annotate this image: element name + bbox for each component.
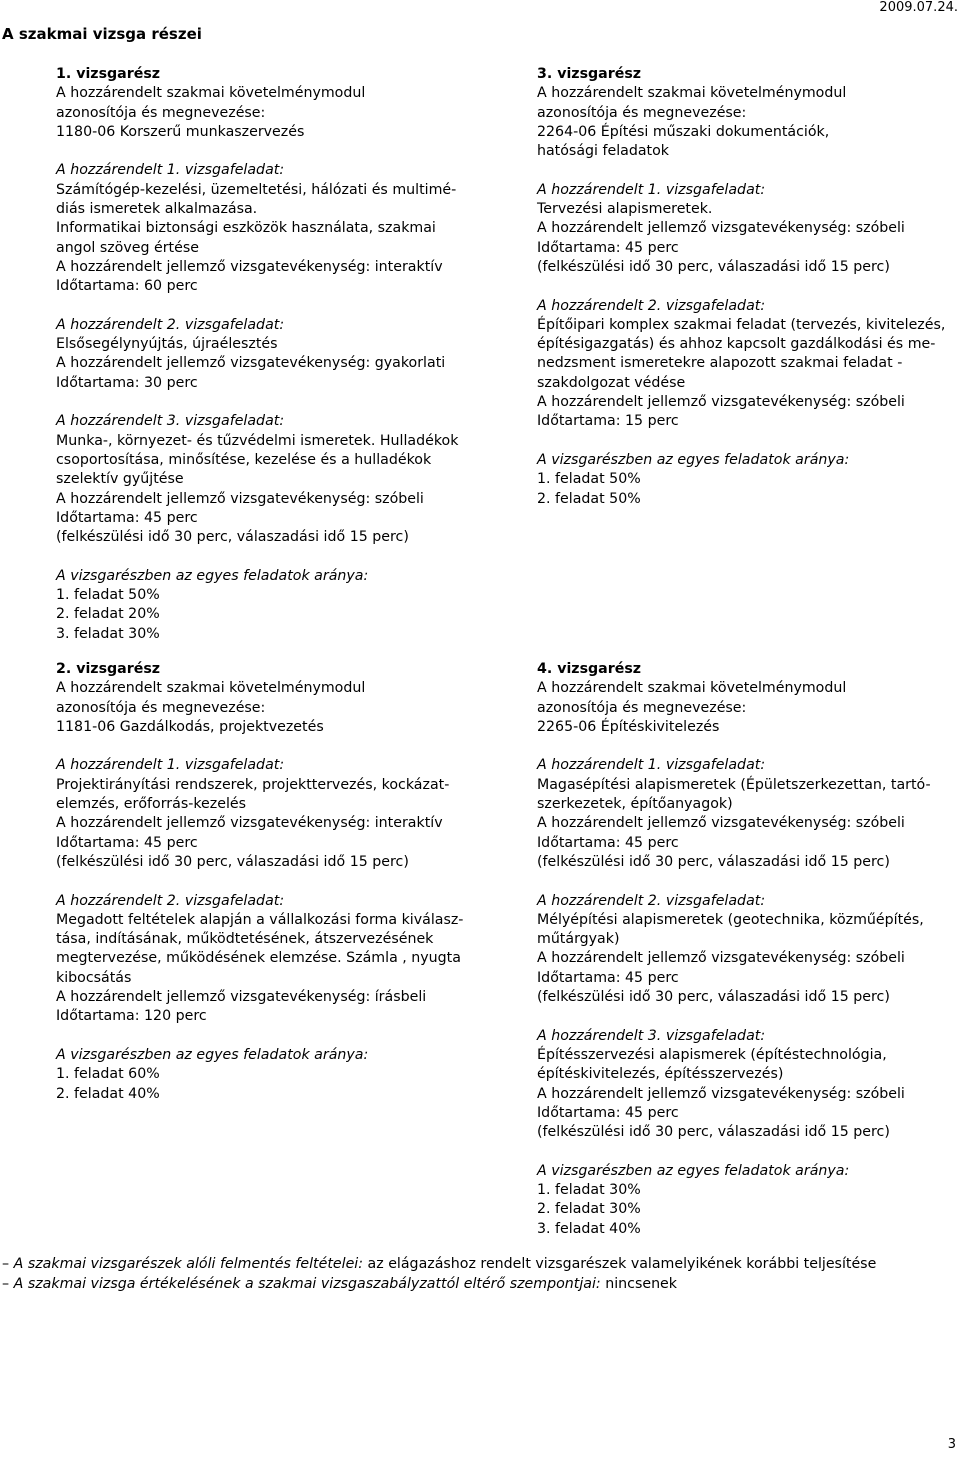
part1-task1-label: A hozzárendelt 1. vizsgafeladat: — [56, 162, 285, 179]
part4-line: A hozzárendelt szakmai követelménymodul — [537, 680, 847, 697]
part1-task3-line: szelektív gyűjtése — [56, 471, 184, 488]
part4-task3-line: Építésszervezési alapismerek (építéstechnológia, — [537, 1046, 887, 1063]
part2-task2-line: Megadott feltételek alapján a vállalkozási forma kiválasz- — [56, 911, 464, 928]
part4-task1-line: szerkezetek, építőanyagok) — [537, 796, 733, 813]
part4-task3-line: építéskivitelezés, építésszervezés) — [537, 1066, 784, 1083]
part3-task1-line: Tervezési alapismeretek. — [537, 201, 713, 218]
footer-notes — [2, 1254, 876, 1294]
part4-task3-line: (felkészülési idő 30 perc, válaszadási idő 15 perc) — [537, 1124, 890, 1141]
part4-task3-line: Időtartama: 45 perc — [537, 1104, 679, 1121]
header-date: 2009.07.24. — [879, 0, 958, 15]
footer-note-label: A szakmai vizsgarészek alóli felmentés feltételei: — [13, 1256, 364, 1272]
footer-dash: – — [2, 1256, 10, 1272]
part3-task2-line: Építőipari komplex szakmai feladat (tervezés, kivitelezés, — [537, 316, 946, 333]
part1-task2-line: Időtartama: 30 perc — [56, 374, 198, 391]
part1-task1-line: angol szöveg értése — [56, 239, 199, 256]
part1-title: 1. vizsgarész — [56, 66, 161, 82]
part4-task1-line: Magasépítési alapismeretek (Épületszerkezettan, tartó- — [537, 776, 931, 793]
part3-ratio-item: 2. feladat 50% — [537, 490, 641, 507]
part4-task2-line: (felkészülési idő 30 perc, válaszadási idő 15 perc) — [537, 989, 890, 1006]
footer-note — [2, 1274, 876, 1294]
part1-task3-line: Időtartama: 45 perc — [56, 509, 198, 526]
part3-task1-line: A hozzárendelt jellemző vizsgatevékenység: szóbeli — [537, 220, 905, 237]
footer-note-value: nincsenek — [605, 1276, 678, 1292]
part2-task1-line: Időtartama: 45 perc — [56, 834, 198, 851]
footer-dash: – — [2, 1276, 10, 1292]
part2-ratio-label: A vizsgarészben az egyes feladatok aránya: — [56, 1046, 369, 1063]
part3-ratio-item: 1. feladat 50% — [537, 471, 641, 488]
footer-note-value: az elágazáshoz rendelt vizsgarészek valamelyikének korábbi teljesítése — [367, 1256, 877, 1272]
part1-section — [56, 65, 458, 644]
part1-line: azonosítója és megnevezése: — [56, 104, 266, 121]
part1-task2-line: A hozzárendelt jellemző vizsgatevékenység: gyakorlati — [56, 355, 446, 372]
part2-task2-label: A hozzárendelt 2. vizsgafeladat: — [56, 892, 285, 909]
part2-task1-line: Projektirányítási rendszerek, projekttervezés, kockázat- — [56, 776, 450, 793]
part3-line: A hozzárendelt szakmai követelménymodul — [537, 85, 847, 102]
part1-ratio-item: 1. feladat 50% — [56, 587, 160, 604]
part4-section — [537, 660, 931, 1239]
part2-line: A hozzárendelt szakmai követelménymodul — [56, 680, 366, 697]
part3-section — [537, 65, 945, 509]
page-number: 3 — [947, 1437, 956, 1452]
part3-task2-label: A hozzárendelt 2. vizsgafeladat: — [537, 297, 766, 314]
part3-ratio-label: A vizsgarészben az egyes feladatok aránya: — [537, 451, 850, 468]
part2-ratio-item: 2. feladat 40% — [56, 1085, 160, 1102]
part2-task2-line: Időtartama: 120 perc — [56, 1008, 207, 1025]
part4-task3-line: A hozzárendelt jellemző vizsgatevékenység: szóbeli — [537, 1085, 905, 1102]
part2-task1-line: A hozzárendelt jellemző vizsgatevékenység: interaktív — [56, 815, 443, 832]
part1-ratio-item: 3. feladat 30% — [56, 625, 160, 642]
part3-task2-line: Időtartama: 15 perc — [537, 413, 679, 430]
part3-task2-line: A hozzárendelt jellemző vizsgatevékenység: szóbeli — [537, 394, 905, 411]
part4-line: 2265-06 Építéskivitelezés — [537, 718, 720, 735]
part1-task1-line: Számítógép-kezelési, üzemeltetési, hálózati és multimé- — [56, 181, 457, 198]
part4-line: azonosítója és megnevezése: — [537, 699, 747, 716]
part3-task1-label: A hozzárendelt 1. vizsgafeladat: — [537, 181, 766, 198]
part4-task1-line: A hozzárendelt jellemző vizsgatevékenység: szóbeli — [537, 815, 905, 832]
part4-task1-label: A hozzárendelt 1. vizsgafeladat: — [537, 757, 766, 774]
part2-section — [56, 660, 463, 1104]
part4-task2-label: A hozzárendelt 2. vizsgafeladat: — [537, 892, 766, 909]
part1-task1-line: diás ismeretek alkalmazása. — [56, 201, 258, 218]
part3-line: azonosítója és megnevezése: — [537, 104, 747, 121]
part1-task3-line: (felkészülési idő 30 perc, válaszadási idő 15 perc) — [56, 529, 409, 546]
part1-task3-line: Munka-, környezet- és tűzvédelmi ismeretek. Hulladékok — [56, 432, 459, 449]
part1-task2-line: Elsősegélynyújtás, újraélesztés — [56, 336, 278, 353]
part3-task2-line: szakdolgozat védése — [537, 374, 686, 391]
footer-note — [2, 1254, 876, 1274]
part3-line: hatósági feladatok — [537, 143, 669, 160]
part4-task2-line: Mélyépítési alapismeretek (geotechnika, közműépítés, — [537, 911, 924, 928]
part2-task1-line: elemzés, erőforrás-kezelés — [56, 796, 247, 813]
part2-line: 1181-06 Gazdálkodás, projektvezetés — [56, 718, 324, 735]
part3-title: 3. vizsgarész — [537, 66, 642, 82]
part1-task2-label: A hozzárendelt 2. vizsgafeladat: — [56, 316, 285, 333]
part4-task2-line: műtárgyak) — [537, 931, 620, 948]
part4-ratio-item: 2. feladat 30% — [537, 1201, 641, 1218]
part2-task2-line: tása, indításának, működtetésének, átszervezésének — [56, 931, 434, 948]
part2-line: azonosítója és megnevezése: — [56, 699, 266, 716]
part3-task2-line: építésigazgatás) és ahhoz kapcsolt gazdálkodási és me- — [537, 336, 936, 353]
part2-title: 2. vizsgarész — [56, 661, 161, 677]
part4-title: 4. vizsgarész — [537, 661, 642, 677]
part3-line: 2264-06 Építési műszaki dokumentációk, — [537, 123, 830, 140]
part1-task3-line: csoportosítása, minősítése, kezelése és a hulladékok — [56, 451, 432, 468]
part1-task1-line: Informatikai biztonsági eszközök használata, szakmai — [56, 220, 436, 237]
part4-ratio-item: 3. feladat 40% — [537, 1220, 641, 1237]
part3-task1-line: (felkészülési idő 30 perc, válaszadási idő 15 perc) — [537, 258, 890, 275]
part4-task1-line: (felkészülési idő 30 perc, válaszadási idő 15 perc) — [537, 853, 890, 870]
part2-task2-line: kibocsátás — [56, 969, 132, 986]
part4-ratio-item: 1. feladat 30% — [537, 1182, 641, 1199]
part1-task3-label: A hozzárendelt 3. vizsgafeladat: — [56, 413, 285, 430]
part2-task2-line: A hozzárendelt jellemző vizsgatevékenység: írásbeli — [56, 989, 427, 1006]
part1-line: A hozzárendelt szakmai követelménymodul — [56, 85, 366, 102]
part4-task3-label: A hozzárendelt 3. vizsgafeladat: — [537, 1027, 766, 1044]
part3-task2-line: nedzsment ismeretekre alapozott szakmai feladat - — [537, 355, 903, 372]
part2-task1-label: A hozzárendelt 1. vizsgafeladat: — [56, 757, 285, 774]
part2-task1-line: (felkészülési idő 30 perc, válaszadási idő 15 perc) — [56, 853, 409, 870]
part2-ratio-item: 1. feladat 60% — [56, 1066, 160, 1083]
part4-task2-line: A hozzárendelt jellemző vizsgatevékenység: szóbeli — [537, 950, 905, 967]
part1-task1-line: A hozzárendelt jellemző vizsgatevékenység: interaktív — [56, 258, 443, 275]
part4-ratio-label: A vizsgarészben az egyes feladatok aránya: — [537, 1162, 850, 1179]
part4-task1-line: Időtartama: 45 perc — [537, 834, 679, 851]
part1-ratio-item: 2. feladat 20% — [56, 606, 160, 623]
part1-line: 1180-06 Korszerű munkaszervezés — [56, 123, 305, 140]
part1-task3-line: A hozzárendelt jellemző vizsgatevékenység: szóbeli — [56, 490, 424, 507]
footer-note-label: A szakmai vizsga értékelésének a szakmai vizsgaszabályzattól eltérő szempontjai: — [13, 1276, 601, 1292]
part4-task2-line: Időtartama: 45 perc — [537, 969, 679, 986]
part2-task2-line: megtervezése, működésének elemzése. Számla , nyugta — [56, 950, 461, 967]
part3-task1-line: Időtartama: 45 perc — [537, 239, 679, 256]
part1-ratio-label: A vizsgarészben az egyes feladatok aránya: — [56, 567, 369, 584]
page-title: A szakmai vizsga részei — [2, 25, 202, 43]
part1-task1-line: Időtartama: 60 perc — [56, 278, 198, 295]
